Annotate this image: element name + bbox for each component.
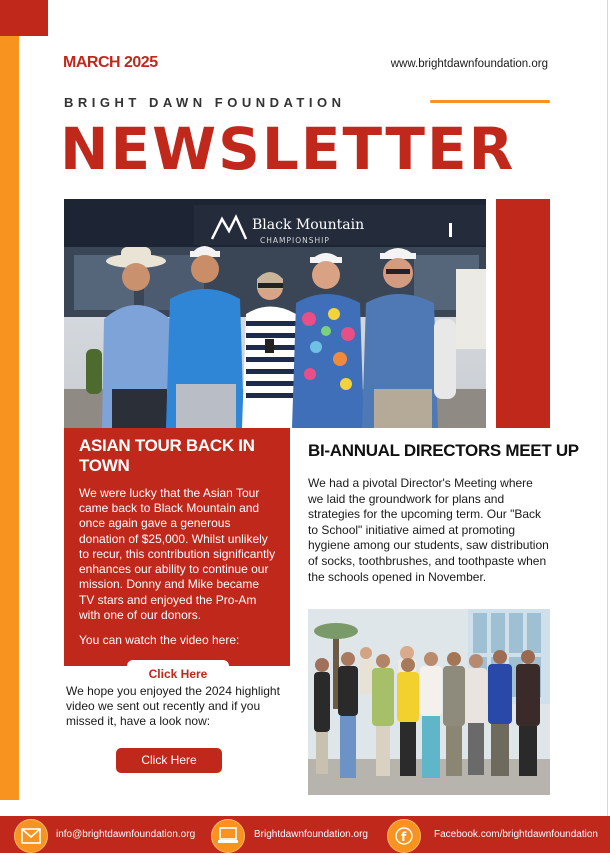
header-website[interactable]: www.brightdawnfoundation.org xyxy=(390,58,548,70)
asian-tour-video-button[interactable]: Click Here xyxy=(127,660,229,688)
facebook-icon xyxy=(387,819,421,853)
golf-group-photo xyxy=(64,199,486,428)
banner-title: Black Mountain xyxy=(252,217,365,233)
directors-body: We had a pivotal Director's Meeting where we laid the groundwork for plans and strategies for the upcoming term. Our "Back to School" initiative aimed at promoting hygiene among our students, saw distribution of socks, toothbrushes, and toothpaste when the schools opened in November. xyxy=(308,476,549,584)
asian-tour-section xyxy=(64,428,290,682)
computer-icon xyxy=(211,819,245,853)
page-title: NEWSLETTER xyxy=(60,115,516,183)
highlight-video-button[interactable]: Click Here xyxy=(116,748,222,773)
directors-group-photo xyxy=(308,609,550,795)
photo-side-accent xyxy=(496,199,550,428)
issue-date: MARCH 2025 xyxy=(63,54,158,71)
svg-text:f: f xyxy=(401,830,407,844)
asian-tour-body: We were lucky that the Asian Tour came back to Black Mountain and once again gave a generous donation of $25,000. Whilst unlikely to recur, this contribution significantly enhances our ability to continue our mission. Donny and Mike became TV stars and enjoyed the Pro-Am with one of our donors. xyxy=(79,486,276,622)
asian-tour-watch-text: You can watch the video here: xyxy=(79,633,240,648)
banner-subtitle: CHAMPIONSHIP xyxy=(260,236,330,245)
asian-tour-heading: ASIAN TOUR BACK IN TOWN xyxy=(79,436,255,475)
footer-bar xyxy=(0,816,610,853)
envelope-icon xyxy=(14,819,48,853)
org-name: BRIGHT DAWN FOUNDATION xyxy=(64,95,346,110)
org-divider xyxy=(430,100,550,103)
footer-site[interactable]: Brightdawnfoundation.org xyxy=(254,829,368,840)
directors-heading: BI-ANNUAL DIRECTORS MEET UP xyxy=(308,441,579,460)
top-corner-block xyxy=(0,0,48,36)
highlight-text: We hope you enjoyed the 2024 highlight video we sent out recently and if you missed it, have a look now: xyxy=(66,684,280,728)
page-border xyxy=(607,0,608,818)
footer-facebook[interactable]: Facebook.com/brightdawnfoundation xyxy=(434,829,598,840)
left-accent-stripe xyxy=(0,0,19,800)
footer-email[interactable]: info@brightdawnfoundation.org xyxy=(56,829,196,840)
